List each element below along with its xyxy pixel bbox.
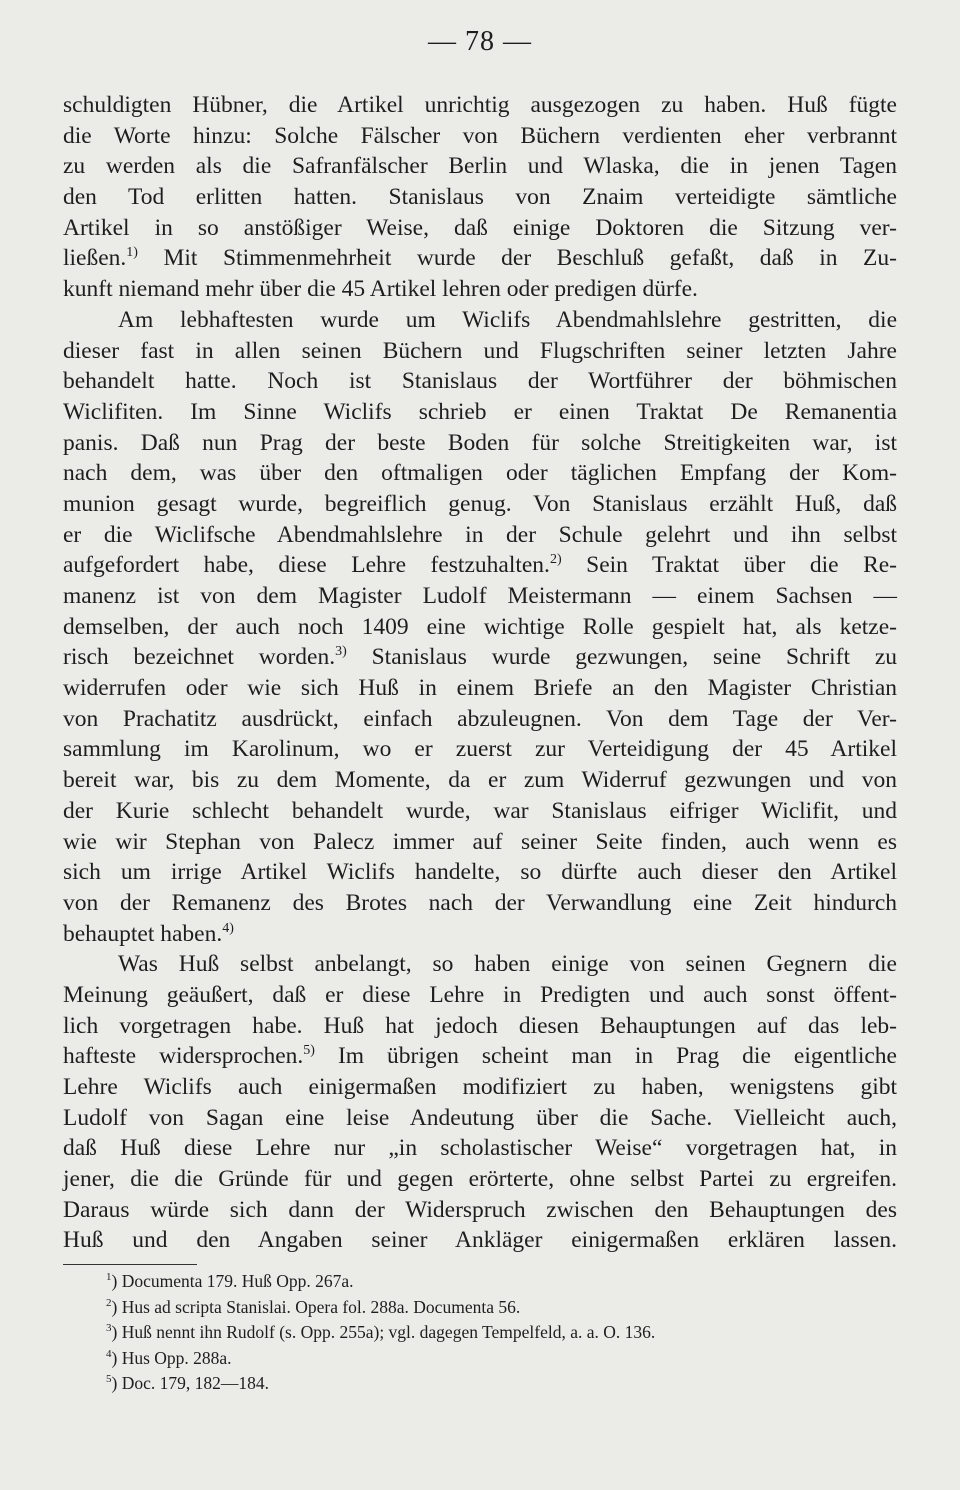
text-line: wie wir Stephan von Palecz immer auf seiner Seite finden, auch wenn es: [63, 828, 897, 855]
text-line: daß Huß diese Lehre nur „in scholastischer Weise“ vorgetragen hat, in: [63, 1135, 897, 1162]
footnote: $^2$) Hus ad scripta Stanislai. Opera fol. 288a. Documenta 56.: [106, 1296, 521, 1317]
text-line: Daraus würde sich dann der Widerspruch zwischen den Behauptungen des: [63, 1196, 897, 1223]
text-line: von der Remanenz des Brotes nach der Verwandlung eine Zeit hindurch: [63, 889, 897, 916]
text-line: den Tod erlitten hatten. Stanislaus von Znaim verteidigte sämtliche: [63, 184, 897, 211]
text-line: dieser fast in allen seinen Büchern und Flugschriften seiner letzten Jahre: [63, 337, 897, 364]
text-line: zu werden als die Safranfälscher Berlin und Wlaska, die in jenen Tagen: [63, 153, 897, 180]
footnote-reference: 5): [303, 1043, 315, 1059]
footnote: $^4$) Hus Opp. 288a.: [106, 1347, 232, 1368]
text-line: behandelt hatte. Noch ist Stanislaus der Wortführer der böhmischen: [63, 368, 897, 395]
text-line: Was Huß selbst anbelangt, so haben einige von seinen Gegnern die: [118, 951, 897, 978]
text-line: Lehre Wiclifs auch einigermaßen modifiziert zu haben, wenigstens gibt: [63, 1074, 897, 1100]
text-line: aufgefordert habe, diese Lehre festzuhalten.$^{2)}$ Sein Traktat über die Re-: [63, 552, 897, 579]
text-line: Ludolf von Sagan eine leise Andeutung über die Sache. Vielleicht auch,: [63, 1104, 897, 1131]
text-line: Am lebhaftesten wurde um Wiclifs Abendmahlslehre gestritten, die: [118, 306, 897, 333]
text-line: sich um irrige Artikel Wiclifs handelte, so dürfte auch dieser den Artikel: [63, 859, 897, 886]
text-line: Huß und den Angaben seiner Ankläger einigermaßen erklären lassen.: [63, 1227, 897, 1254]
text-line: kunft niemand mehr über die 45 Artikel lehren oder predigen dürfe.: [63, 276, 698, 303]
text-line: manenz ist von dem Magister Ludolf Meistermann — einem Sachsen —: [63, 583, 897, 609]
text-line: Meinung geäußert, daß er diese Lehre in Predigten und auch sonst öffent-: [63, 981, 897, 1008]
footnote-reference: 4): [222, 920, 234, 936]
text-line: hafteste widersprochen.$^{5)}$ Im übrigen scheint man in Prag die eigentliche: [63, 1043, 897, 1070]
text-line: behauptet haben.$^{4)}$: [63, 920, 234, 947]
text-line: risch bezeichnet worden.$^{3)}$ Stanislaus wurde gezwungen, seine Schrift zu: [63, 644, 897, 671]
text-line: schuldigten Hübner, die Artikel unrichtig ausgezogen zu haben. Huß fügte: [63, 92, 897, 118]
text-line: die Worte hinzu: Solche Fälscher von Büchern verdienten eher verbrannt: [63, 122, 897, 149]
body-text: [63, 90, 897, 1256]
text-line: er die Wiclifsche Abendmahlslehre in der Schule gelehrt und ihn selbst: [63, 521, 897, 548]
footnote: $^5$) Doc. 179, 182—184.: [106, 1373, 269, 1393]
page-number: — 78 —: [428, 26, 532, 57]
footnote-reference: 2): [549, 552, 562, 568]
text-line: munion gesagt wurde, begreiflich genug. Von Stanislaus erzählt Huß, daß: [63, 490, 897, 517]
footnote-reference: 1): [126, 245, 138, 261]
footnote-rule: [63, 1264, 197, 1265]
text-line: Wiclifiten. Im Sinne Wiclifs schrieb er einen Traktat De Remanentia: [63, 398, 897, 425]
text-line: von Prachatitz ausdrückt, einfach abzuleugnen. Von dem Tage der Ver-: [63, 705, 897, 732]
text-line: lich vorgetragen habe. Huß hat jedoch diesen Behauptungen auf das leb-: [63, 1012, 897, 1039]
text-line: jener, die die Gründe für und gegen erörterte, ohne selbst Partei zu ergreifen.: [63, 1166, 897, 1193]
text-line: der Kurie schlecht behandelt wurde, war Stanislaus eifriger Wiclifit, und: [63, 797, 897, 824]
text-line: nach dem, was über den oftmaligen oder täglichen Empfang der Kom-: [63, 460, 897, 487]
text-line: bereit war, bis zu dem Momente, da er zum Widerruf gezwungen und von: [63, 767, 897, 794]
footnote: $^1$) Documenta 179. Huß Opp. 267a.: [106, 1271, 354, 1291]
text-line: sammlung im Karolinum, wo er zuerst zur Verteidigung der 45 Artikel: [63, 736, 897, 763]
text-line: demselben, der auch noch 1409 eine wichtige Rolle gespielt hat, als ketze-: [63, 613, 897, 640]
text-line: ließen.$^{1)}$ Mit Stimmenmehrheit wurde der Beschluß gefaßt, daß in Zu-: [63, 245, 897, 272]
footnote-reference: 3): [335, 644, 347, 660]
footnote: $^3$) Huß nennt ihn Rudolf (s. Opp. 255a); vgl. dagegen Tempelfeld, a. a. O. 136.: [106, 1322, 656, 1342]
text-line: Artikel in so anstößiger Weise, daß einige Doktoren die Sitzung ver-: [63, 214, 897, 241]
footnotes: [106, 1269, 906, 1397]
text-line: panis. Daß nun Prag der beste Boden für solche Streitigkeiten war, ist: [63, 429, 897, 456]
text-line: widerrufen oder wie sich Huß in einem Briefe an den Magister Christian: [63, 675, 897, 702]
